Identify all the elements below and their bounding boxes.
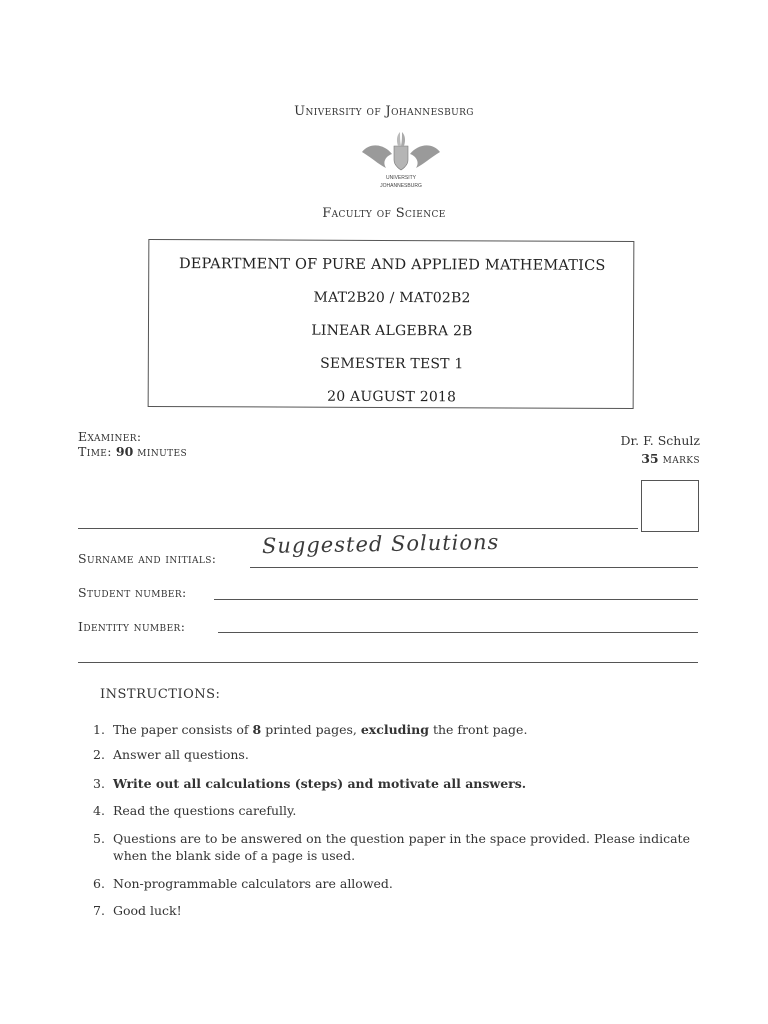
test-date: 20 AUGUST 2018	[327, 388, 457, 406]
time-unit: minutes	[137, 444, 188, 459]
instructions-heading: INSTRUCTIONS:	[100, 687, 221, 702]
examiner-name: Dr. F. Schulz	[620, 433, 700, 448]
instruction-item: 4. Read the questions carefully.	[93, 803, 297, 818]
course-title-box	[148, 239, 635, 409]
university-name: University of Johannesburg	[294, 104, 474, 119]
university-logo	[356, 132, 446, 194]
divider-line	[78, 662, 698, 663]
course-codes: MAT2B20 / MAT02B2	[313, 289, 471, 307]
faculty-name: Faculty of Science	[322, 206, 446, 221]
score-box[interactable]	[641, 480, 699, 532]
total-marks	[641, 451, 700, 466]
instruction-item: 6. Non-programmable calculators are allowed.	[93, 876, 393, 891]
student-number-label: Student number:	[78, 585, 187, 600]
surname-handwritten-value: Suggested Solutions	[261, 529, 500, 559]
time-label: Time:	[78, 444, 112, 459]
student-number-field[interactable]	[214, 599, 698, 600]
marks-unit: marks	[662, 451, 700, 466]
university-emblem-icon	[356, 132, 446, 174]
time-allowed	[78, 444, 187, 459]
instruction-item: 3. Write out all calculations (steps) and motivate all answers.	[93, 776, 527, 791]
logo-text-line: JOHANNESBURG	[380, 183, 422, 189]
subject-name: LINEAR ALGEBRA 2B	[311, 322, 473, 340]
instruction-item: 2. Answer all questions.	[93, 747, 249, 762]
department-name: DEPARTMENT OF PURE AND APPLIED MATHEMATICS	[178, 256, 606, 274]
examiner-label: Examiner:	[78, 429, 142, 444]
time-value: 90	[115, 444, 134, 459]
surname-label: Surname and initials:	[78, 551, 217, 566]
instruction-item: 1. The paper consists of 8 printed pages, excluding the front page.	[93, 722, 528, 737]
identity-number-label: Identity number:	[78, 619, 186, 634]
instruction-item: 7. Good luck!	[93, 903, 182, 918]
marks-value: 35	[641, 451, 659, 466]
logo-text-line: UNIVERSITY	[385, 175, 416, 181]
test-name: SEMESTER TEST 1	[320, 355, 464, 373]
surname-field[interactable]	[250, 567, 698, 568]
identity-number-field[interactable]	[218, 632, 698, 633]
instruction-item: 5. Questions are to be answered on the question paper in the space provided. Please indicate when the blank side of a page is used.	[93, 831, 690, 863]
divider-line	[78, 528, 638, 529]
